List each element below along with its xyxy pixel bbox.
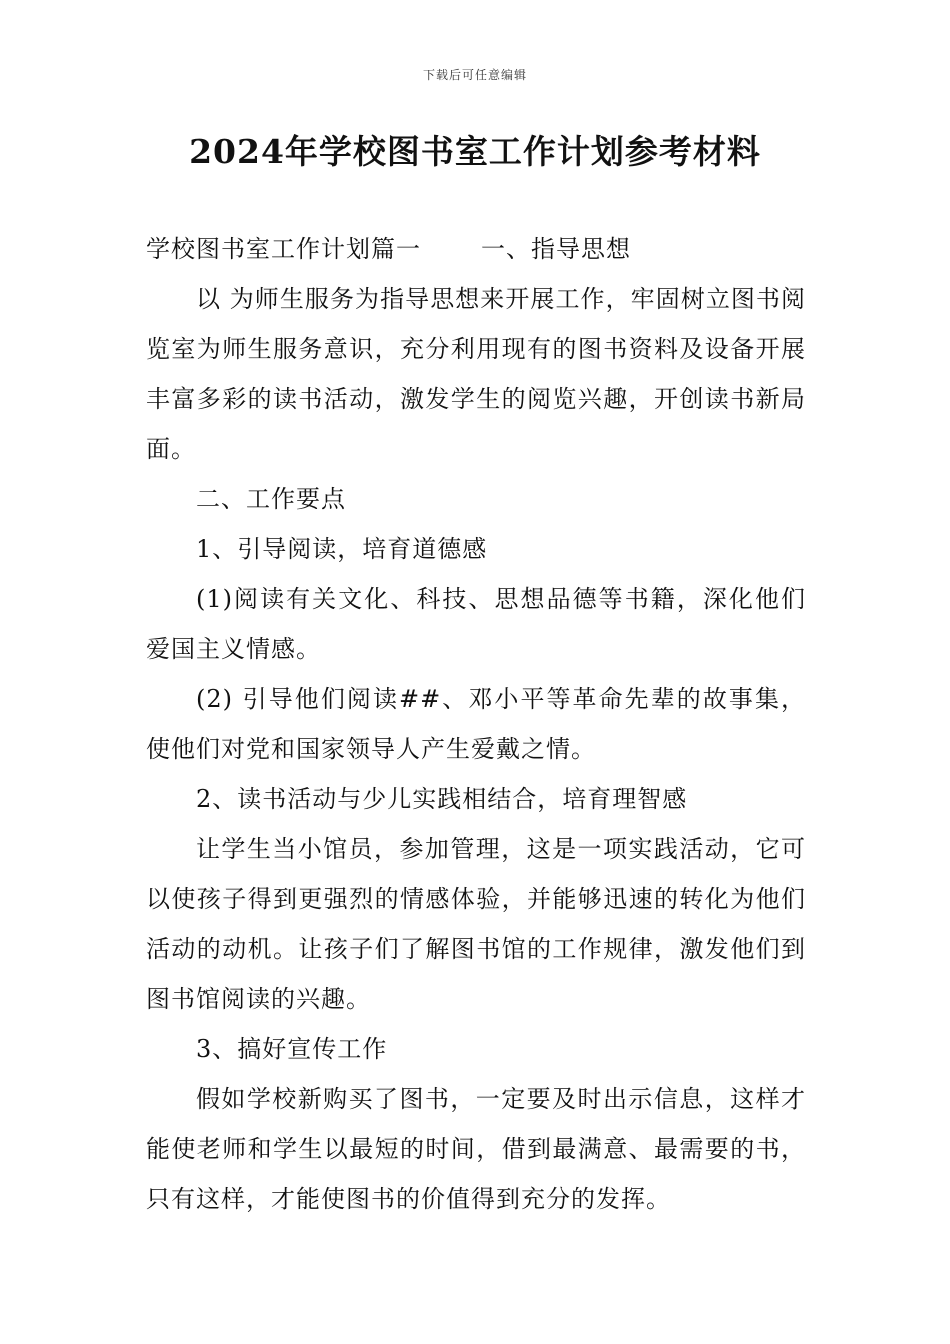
paragraph-point-1-2: (2) 引导他们阅读##、邓小平等革命先辈的故事集，使他们对党和国家领导人产生爱戴之情。 bbox=[146, 685, 806, 763]
paragraph-point-3: 假如学校新购买了图书，一定要及时出示信息，这样才能使老师和学生以最短的时间，借到最满意、最需要的书，只有这样，才能使图书的价值得到充分的发挥。 bbox=[146, 1085, 806, 1213]
heading-point-2: 2、读书活动与少儿实践相结合，培育理智感 bbox=[196, 785, 688, 813]
section-heading: 一、指导思想 bbox=[481, 235, 631, 263]
heading-point-1: 1、引导阅读，培育道德感 bbox=[196, 535, 488, 563]
paragraph-point-2: 让学生当小馆员，参加管理，这是一项实践活动，它可以使孩子得到更强烈的情感体验，并能够迅速的转化为他们活动的动机。让孩子们了解图书馆的工作规律，激发他们到图书馆阅读的兴趣。 bbox=[146, 835, 806, 1013]
document-title: 2024年学校图书室工作计划参考材料 bbox=[189, 132, 761, 171]
heading-work-points: 二、工作要点 bbox=[196, 485, 346, 513]
header-note: 下载后可任意编辑 bbox=[422, 68, 527, 82]
paragraph-point-1-1: (1)阅读有关文化、科技、思想品德等书籍，深化他们爱国主义情感。 bbox=[146, 585, 806, 663]
chapter-heading: 学校图书室工作计划篇一 bbox=[146, 235, 421, 263]
heading-point-3: 3、搞好宣传工作 bbox=[196, 1035, 388, 1063]
document-body bbox=[146, 224, 806, 1224]
paragraph-guiding-idea: 以 为师生服务为指导思想来开展工作，牢固树立图书阅览室为师生服务意识，充分利用现有的图书资料及设备开展丰富多彩的读书活动，激发学生的阅览兴趣，开创读书新局面。 bbox=[146, 285, 806, 463]
intro-line bbox=[146, 224, 806, 274]
